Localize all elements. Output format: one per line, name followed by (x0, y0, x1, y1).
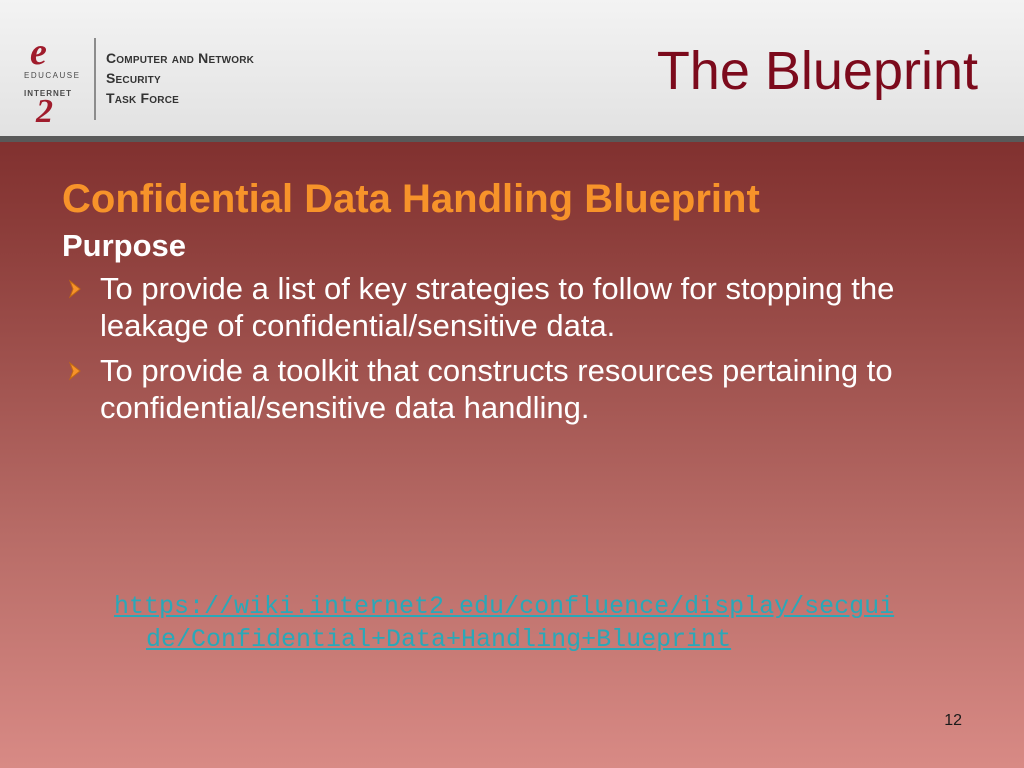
svg-text:EDUCAUSE: EDUCAUSE (24, 71, 81, 80)
bullet-item (62, 352, 962, 426)
logo-text-line: Task Force (106, 90, 179, 106)
content-heading: Confidential Data Handling Blueprint (62, 177, 760, 221)
logo-text-line: Computer and Network (106, 50, 255, 66)
page-number: 12 (944, 712, 962, 729)
bullet-list (62, 270, 962, 426)
svg-text:INTERNET: INTERNET (24, 89, 72, 98)
chevron-right-icon (66, 278, 86, 300)
svg-text:e: e (30, 34, 47, 73)
logo-text-line: Security (106, 70, 161, 86)
svg-text:2: 2 (36, 93, 53, 126)
slide-title: The Blueprint (656, 41, 978, 101)
blueprint-link[interactable] (114, 590, 974, 656)
logo-divider (94, 38, 96, 120)
logo-text (106, 48, 254, 108)
educause-internet2-logo (24, 34, 274, 126)
slide-content (62, 176, 962, 434)
educause-internet2-mark (24, 34, 94, 126)
link-line[interactable]: https://wiki.internet2.edu/confluence/display/secgui (114, 592, 895, 621)
bullet-text: To provide a toolkit that constructs resources pertaining to confidential/sensitive data handling. (100, 352, 893, 425)
bullet-item (62, 270, 962, 344)
content-subheading: Purpose (62, 228, 187, 263)
link-line[interactable]: de/Confidential+Data+Handling+Blueprint (146, 625, 732, 654)
slide-header (0, 0, 1024, 142)
chevron-right-icon (66, 360, 86, 382)
bullet-text: To provide a list of key strategies to follow for stopping the leakage of confidential/sensitive data. (100, 270, 895, 343)
